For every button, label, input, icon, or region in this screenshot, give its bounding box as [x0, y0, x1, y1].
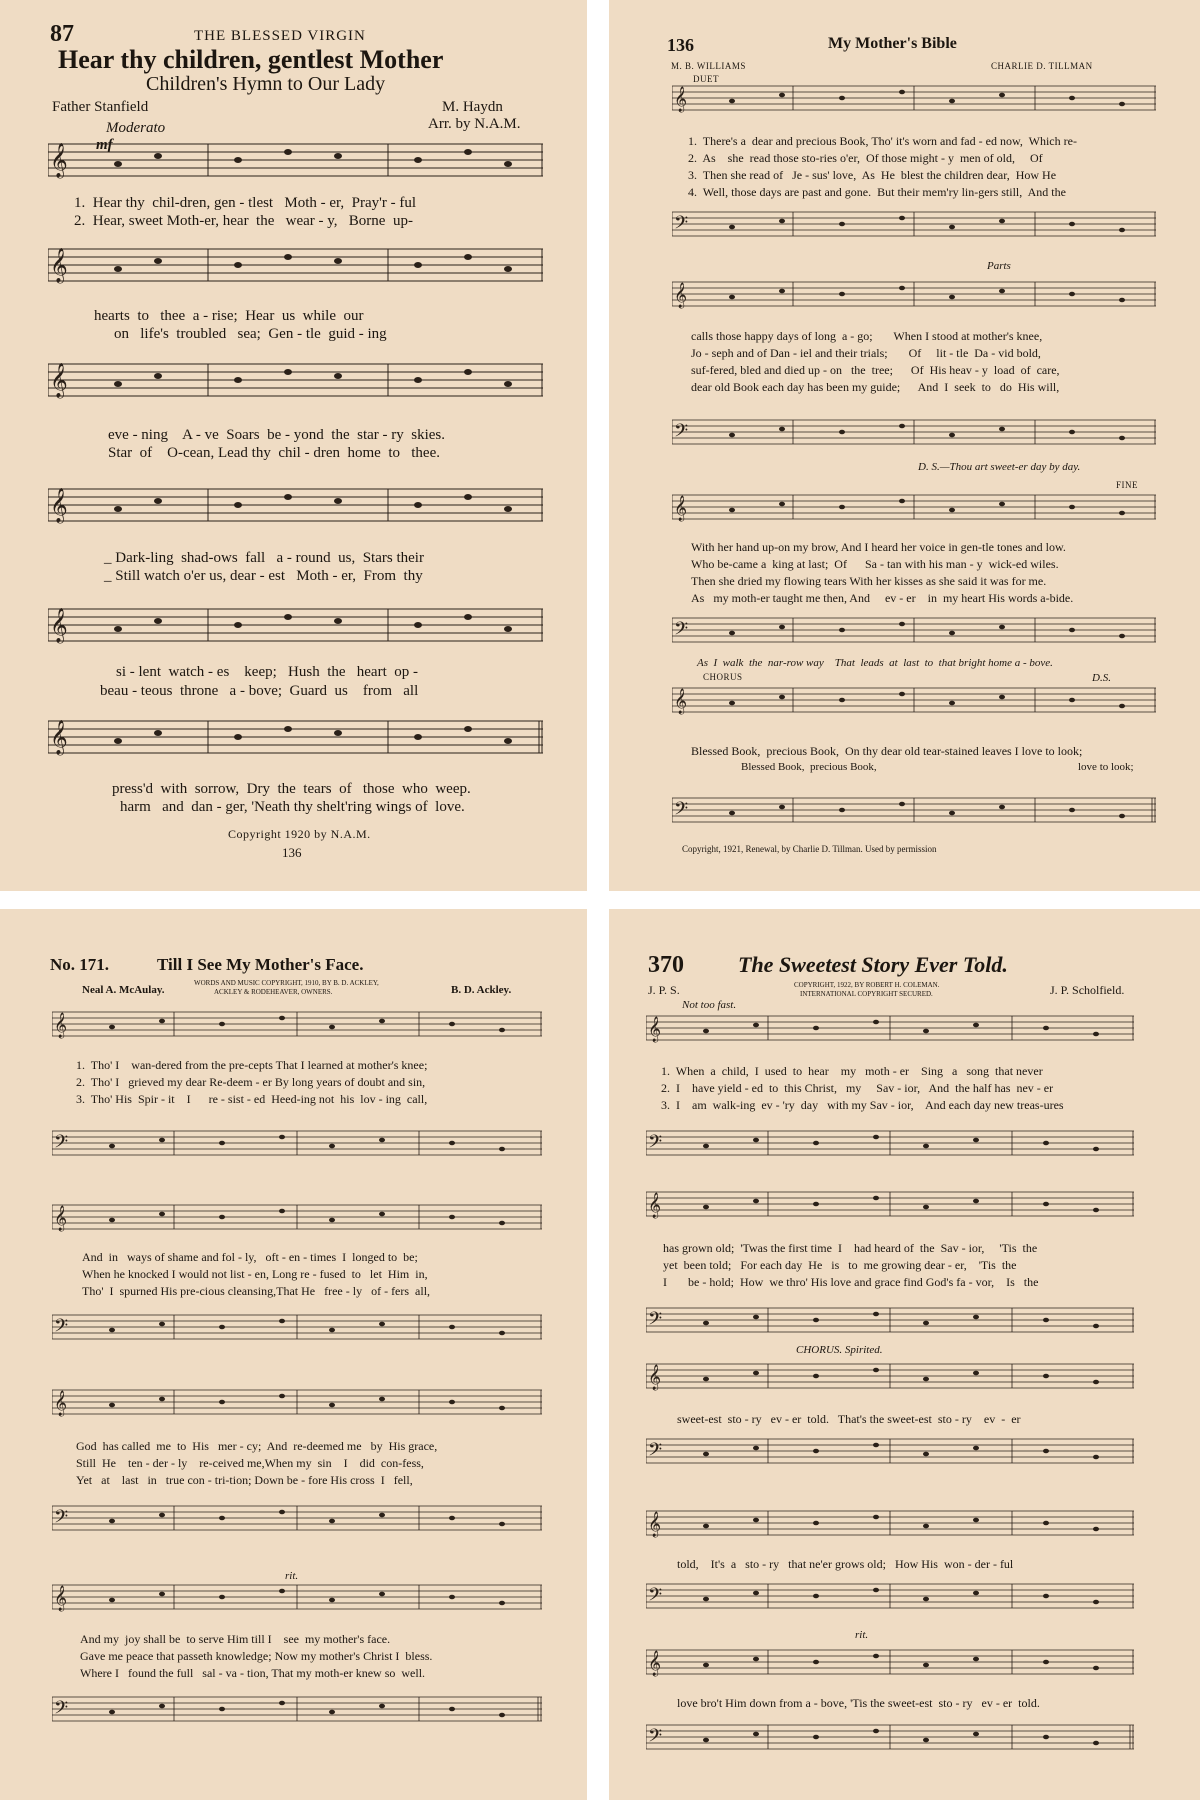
staff-system	[672, 794, 1156, 830]
chorus-lyric-line: love bro't Him down from a - bove, 'Tis the sweet-est sto - ry ev - er told.	[677, 1696, 1040, 1710]
staff-system	[646, 1188, 1134, 1224]
hymn-title: My Mother's Bible	[828, 35, 957, 52]
staff-system	[646, 1646, 1134, 1682]
lyric-line: press'd with sorrow, Dry the tears of those who weep.	[112, 781, 471, 797]
staff-system	[646, 1127, 1134, 1163]
hymn-title: Till I See My Mother's Face.	[157, 955, 364, 974]
lyric-line: _ Still watch o'er us, dear - est Moth - er, From thy	[104, 568, 423, 584]
lyric-line: And my joy shall be to serve Him till I see my mother's face.	[80, 1632, 391, 1646]
lyric-line: harm and dan - ger, 'Neath thy shelt'ring wings of love.	[120, 799, 465, 815]
arranger-credit: Arr. by N.A.M.	[428, 116, 521, 132]
hymn-87-page	[0, 0, 587, 891]
lyric-line: Tho' I spurned His pre-cious cleansing,That He free - ly of - fers all,	[82, 1284, 431, 1298]
svg-text:𝄢: 𝄢	[674, 212, 689, 237]
svg-text:𝄞: 𝄞	[50, 249, 68, 282]
page-number: 136	[282, 845, 302, 860]
lyric-line: 3. Tho' His Spir - it I re - sist - ed Heed-ing not his lov - ing call,	[76, 1092, 428, 1106]
svg-text:𝄞: 𝄞	[674, 86, 688, 111]
hymn-370-page	[609, 909, 1200, 1800]
svg-text:𝄢: 𝄢	[648, 1308, 663, 1333]
composer-credit: B. D. Ackley.	[451, 984, 512, 996]
author-credit: M. B. WILLIAMS	[671, 61, 746, 71]
composer-credit: M. Haydn	[442, 99, 503, 115]
lyric-line: God has called me to His mer - cy; And re-deemed me by His grace,	[76, 1439, 438, 1453]
lyric-line: Who be-came a king at last; Of Sa - tan with his man - y wick-ed wiles.	[691, 557, 1059, 571]
staff-system	[48, 245, 543, 289]
svg-text:𝄞: 𝄞	[54, 1585, 68, 1610]
svg-text:𝄞: 𝄞	[674, 688, 688, 713]
staff-system	[52, 1201, 542, 1237]
lyric-line: _ Dark-ling shad-ows fall a - round us, Stars their	[104, 550, 424, 566]
hymn-171-page	[0, 909, 587, 1800]
svg-text:𝄞: 𝄞	[54, 1205, 68, 1230]
lyric-line: I be - hold; How we thro' His love and grace find God's fa - vor, Is the	[663, 1275, 1039, 1289]
svg-text:𝄞: 𝄞	[50, 144, 68, 177]
staff-system	[672, 208, 1156, 244]
lyric-line: calls those happy days of long a - go; When I stood at mother's knee,	[691, 329, 1043, 343]
author-credit: J. P. S.	[648, 983, 680, 997]
svg-text:𝄞: 𝄞	[648, 1364, 662, 1389]
hymn-subtitle: Children's Hymn to Our Lady	[146, 73, 386, 95]
svg-text:𝄢: 𝄢	[674, 420, 689, 445]
copyright-notice: Copyright, 1921, Renewal, by Charlie D. Tillman. Used by permission	[682, 844, 937, 854]
lyric-line: 1. When a child, I used to hear my moth - er Sing a song that never	[661, 1064, 1043, 1078]
svg-text:𝄞: 𝄞	[50, 364, 68, 397]
svg-text:𝄢: 𝄢	[648, 1584, 663, 1609]
staff-system	[672, 684, 1156, 720]
staff-system	[48, 137, 543, 184]
lyric-line: beau - teous throne a - bove; Guard us from all	[100, 683, 419, 699]
lyric-line: suf-fered, bled and died up - on the tree; Of His heav - y load of care,	[691, 363, 1060, 377]
lyric-line: As my moth-er taught me then, And ev - er in my heart His words a-bide.	[691, 591, 1074, 605]
lyric-line: Gave me peace that passeth knowledge; Now my mother's Christ I bless.	[80, 1649, 433, 1663]
lyric-line: 4. Well, those days are past and gone. But their mem'ry lin-gers still, And the	[688, 185, 1066, 199]
staff-system	[646, 1721, 1134, 1757]
hymn-title: The Sweetest Story Ever Told.	[738, 952, 1008, 977]
lyric-line: 1. Tho' I wan-dered from the pre-cepts That I learned at mother's knee;	[76, 1058, 428, 1072]
staff-system	[52, 1502, 542, 1538]
copyright-line: WORDS AND MUSIC COPYRIGHT, 1910, BY B. D. ACKLEY,	[194, 979, 379, 987]
parts-label: Parts	[987, 260, 1011, 272]
lyric-line: With her hand up-on my brow, And I heard her voice in gen-tle tones and low.	[691, 540, 1066, 554]
lyric-line: si - lent watch - es keep; Hush the heart op -	[116, 664, 418, 680]
copyright-line: COPYRIGHT, 1922, BY ROBERT H. COLEMAN.	[794, 981, 940, 989]
staff-system	[672, 416, 1156, 452]
composer-credit: CHARLIE D. TILLMAN	[991, 61, 1093, 71]
lyric-line-italic: As I walk the nar-row way That leads at last to that bright home a - bove.	[697, 657, 1053, 669]
lyric-line: When he knocked I would not list - en, Long re - fused to let Him in,	[82, 1267, 428, 1281]
staff-system	[672, 491, 1156, 527]
lyric-line: hearts to thee a - rise; Hear us while our	[94, 308, 364, 324]
svg-text:𝄢: 𝄢	[674, 798, 689, 823]
author-credit: Father Stanfield	[52, 99, 149, 115]
staff-system	[646, 1012, 1134, 1048]
hymn-number: 87	[50, 21, 74, 47]
hymn-title: Hear thy children, gentlest Mother	[58, 45, 444, 74]
staff-system	[52, 1693, 542, 1729]
lyric-line: 2. I have yield - ed to this Christ, my Sav - ior, And the half has nev - er	[661, 1081, 1054, 1095]
lyric-line: yet been told; For each day He is to me growing dear - er, 'Tis the	[663, 1258, 1017, 1272]
svg-text:𝄢: 𝄢	[54, 1315, 69, 1340]
lyric-line: 2. Hear, sweet Moth-er, hear the wear - y, Borne up-	[74, 213, 413, 229]
svg-text:𝄢: 𝄢	[674, 618, 689, 643]
staff-system	[52, 1386, 542, 1422]
lyric-line: 1. Hear thy chil-dren, gen - tlest Moth - er, Pray'r - ful	[74, 195, 417, 211]
svg-text:𝄞: 𝄞	[50, 609, 68, 642]
lyric-line: on life's troubled sea; Gen - tle guid - ing	[114, 326, 387, 342]
svg-text:𝄞: 𝄞	[50, 721, 68, 754]
lyric-line: 2. Tho' I grieved my dear Re-deem - er By long years of doubt and sin,	[76, 1075, 426, 1089]
lyric-line: And in ways of shame and fol - ly, oft - en - times I longed to be;	[82, 1250, 418, 1264]
chorus-label: CHORUS. Spirited.	[796, 1344, 883, 1356]
svg-text:𝄞: 𝄞	[674, 495, 688, 520]
svg-text:𝄞: 𝄞	[54, 1012, 68, 1037]
staff-system	[646, 1304, 1134, 1340]
lyric-line: 3. I am walk-ing ev - 'ry day with my Sav - ior, And each day new treas-ures	[661, 1098, 1064, 1112]
svg-text:𝄞: 𝄞	[50, 489, 68, 522]
staff-system	[646, 1360, 1134, 1396]
lyric-line: has grown old; 'Twas the first time I had heard of the Sav - ior, 'Tis the	[663, 1241, 1038, 1255]
copyright-line: INTERNATIONAL COPYRIGHT SECURED.	[800, 990, 933, 998]
svg-text:𝄢: 𝄢	[54, 1697, 69, 1722]
svg-text:𝄢: 𝄢	[648, 1131, 663, 1156]
staff-system	[672, 278, 1156, 314]
rit-marking: rit.	[285, 1570, 299, 1582]
fine-label: FINE	[1116, 480, 1138, 490]
lyric-line: dear old Book each day has been my guide; And I seek to do His will,	[691, 380, 1060, 394]
svg-text:𝄢: 𝄢	[648, 1725, 663, 1750]
author-credit: Neal A. McAulay.	[82, 984, 165, 996]
lyric-line: 3. Then she read of Je - sus' love, As He blest the children dear, How He	[688, 168, 1057, 182]
svg-text:𝄢: 𝄢	[54, 1506, 69, 1531]
lyric-line: 2. As she read those sto-ries o'er, Of those might - y men of old, Of	[688, 151, 1043, 165]
svg-text:𝄞: 𝄞	[674, 282, 688, 307]
chorus-lyric-line: sweet-est sto - ry ev - er told. That's the sweet-est sto - ry ev - er	[677, 1412, 1021, 1426]
lyric-line: Yet at last in true con - tri-tion; Down be - fore His cross I fell,	[76, 1473, 413, 1487]
dynamic-marking: mf	[96, 137, 113, 153]
staff-system	[48, 717, 543, 761]
staff-system	[672, 614, 1156, 650]
staff-system	[52, 1008, 542, 1044]
staff-system	[48, 605, 543, 649]
lyric-line: Star of O-cean, Lead thy chil - dren home to thee.	[108, 445, 440, 461]
composer-credit: J. P. Scholfield.	[1050, 983, 1125, 997]
hymn-number: 370	[648, 952, 684, 978]
staff-system	[52, 1581, 542, 1617]
staff-system	[646, 1507, 1134, 1543]
chorus-lyric-line: love to look;	[1078, 761, 1134, 773]
svg-text:𝄞: 𝄞	[648, 1192, 662, 1217]
chorus-lyric-line: told, It's a sto - ry that ne'er grows old; How His won - der - ful	[677, 1557, 1014, 1571]
staff-system	[52, 1311, 542, 1347]
svg-text:𝄞: 𝄞	[648, 1511, 662, 1536]
hymn-category: THE BLESSED VIRGIN	[194, 28, 366, 44]
lyric-line: Where I found the full sal - va - tion, That my moth-er knew so well.	[80, 1666, 426, 1680]
staff-system	[646, 1435, 1134, 1471]
hymn-number: 136	[667, 35, 694, 55]
lyric-line: Jo - seph and of Dan - iel and their trials; Of lit - tle Da - vid bold,	[691, 346, 1041, 360]
hymn-number: No. 171.	[50, 955, 110, 974]
staff-system	[48, 485, 543, 529]
lyric-line: eve - ning A - ve Soars be - yond the star - ry skies.	[108, 427, 446, 443]
lyric-line: Then she dried my flowing tears With her kisses as she said it was for me.	[691, 574, 1047, 588]
duet-label: DUET	[693, 74, 719, 84]
lyric-line: 1. There's a dear and precious Book, Tho' it's worn and fad - ed now, Which re-	[688, 134, 1077, 148]
chorus-lyric-line: Blessed Book, precious Book,	[741, 761, 877, 773]
svg-text:𝄢: 𝄢	[648, 1439, 663, 1464]
copyright-notice: Copyright 1920 by N.A.M.	[228, 827, 371, 841]
rit-marking: rit.	[855, 1629, 869, 1641]
svg-text:𝄞: 𝄞	[54, 1390, 68, 1415]
staff-system	[646, 1580, 1134, 1616]
svg-text:𝄢: 𝄢	[54, 1131, 69, 1156]
svg-text:𝄞: 𝄞	[648, 1650, 662, 1675]
tempo-marking: Moderato	[106, 120, 166, 136]
chorus-label: CHORUS	[703, 672, 743, 682]
lyric-line: Still He ten - der - ly re-ceived me,When my sin I did con-fess,	[76, 1456, 424, 1470]
ds-label: D.S.	[1092, 672, 1111, 684]
svg-text:𝄞: 𝄞	[648, 1016, 662, 1041]
staff-system	[48, 360, 543, 404]
staff-system	[52, 1127, 542, 1163]
hymn-136-page	[609, 0, 1200, 891]
chorus-lyric-line: Blessed Book, precious Book, On thy dear old tear-stained leaves I love to look;	[691, 744, 1083, 758]
staff-system	[672, 82, 1156, 118]
ds-instruction: D. S.—Thou art sweet-er day by day.	[918, 461, 1081, 473]
copyright-line: ACKLEY & RODEHEAVER, OWNERS.	[214, 988, 333, 996]
tempo-marking: Not too fast.	[682, 999, 737, 1011]
